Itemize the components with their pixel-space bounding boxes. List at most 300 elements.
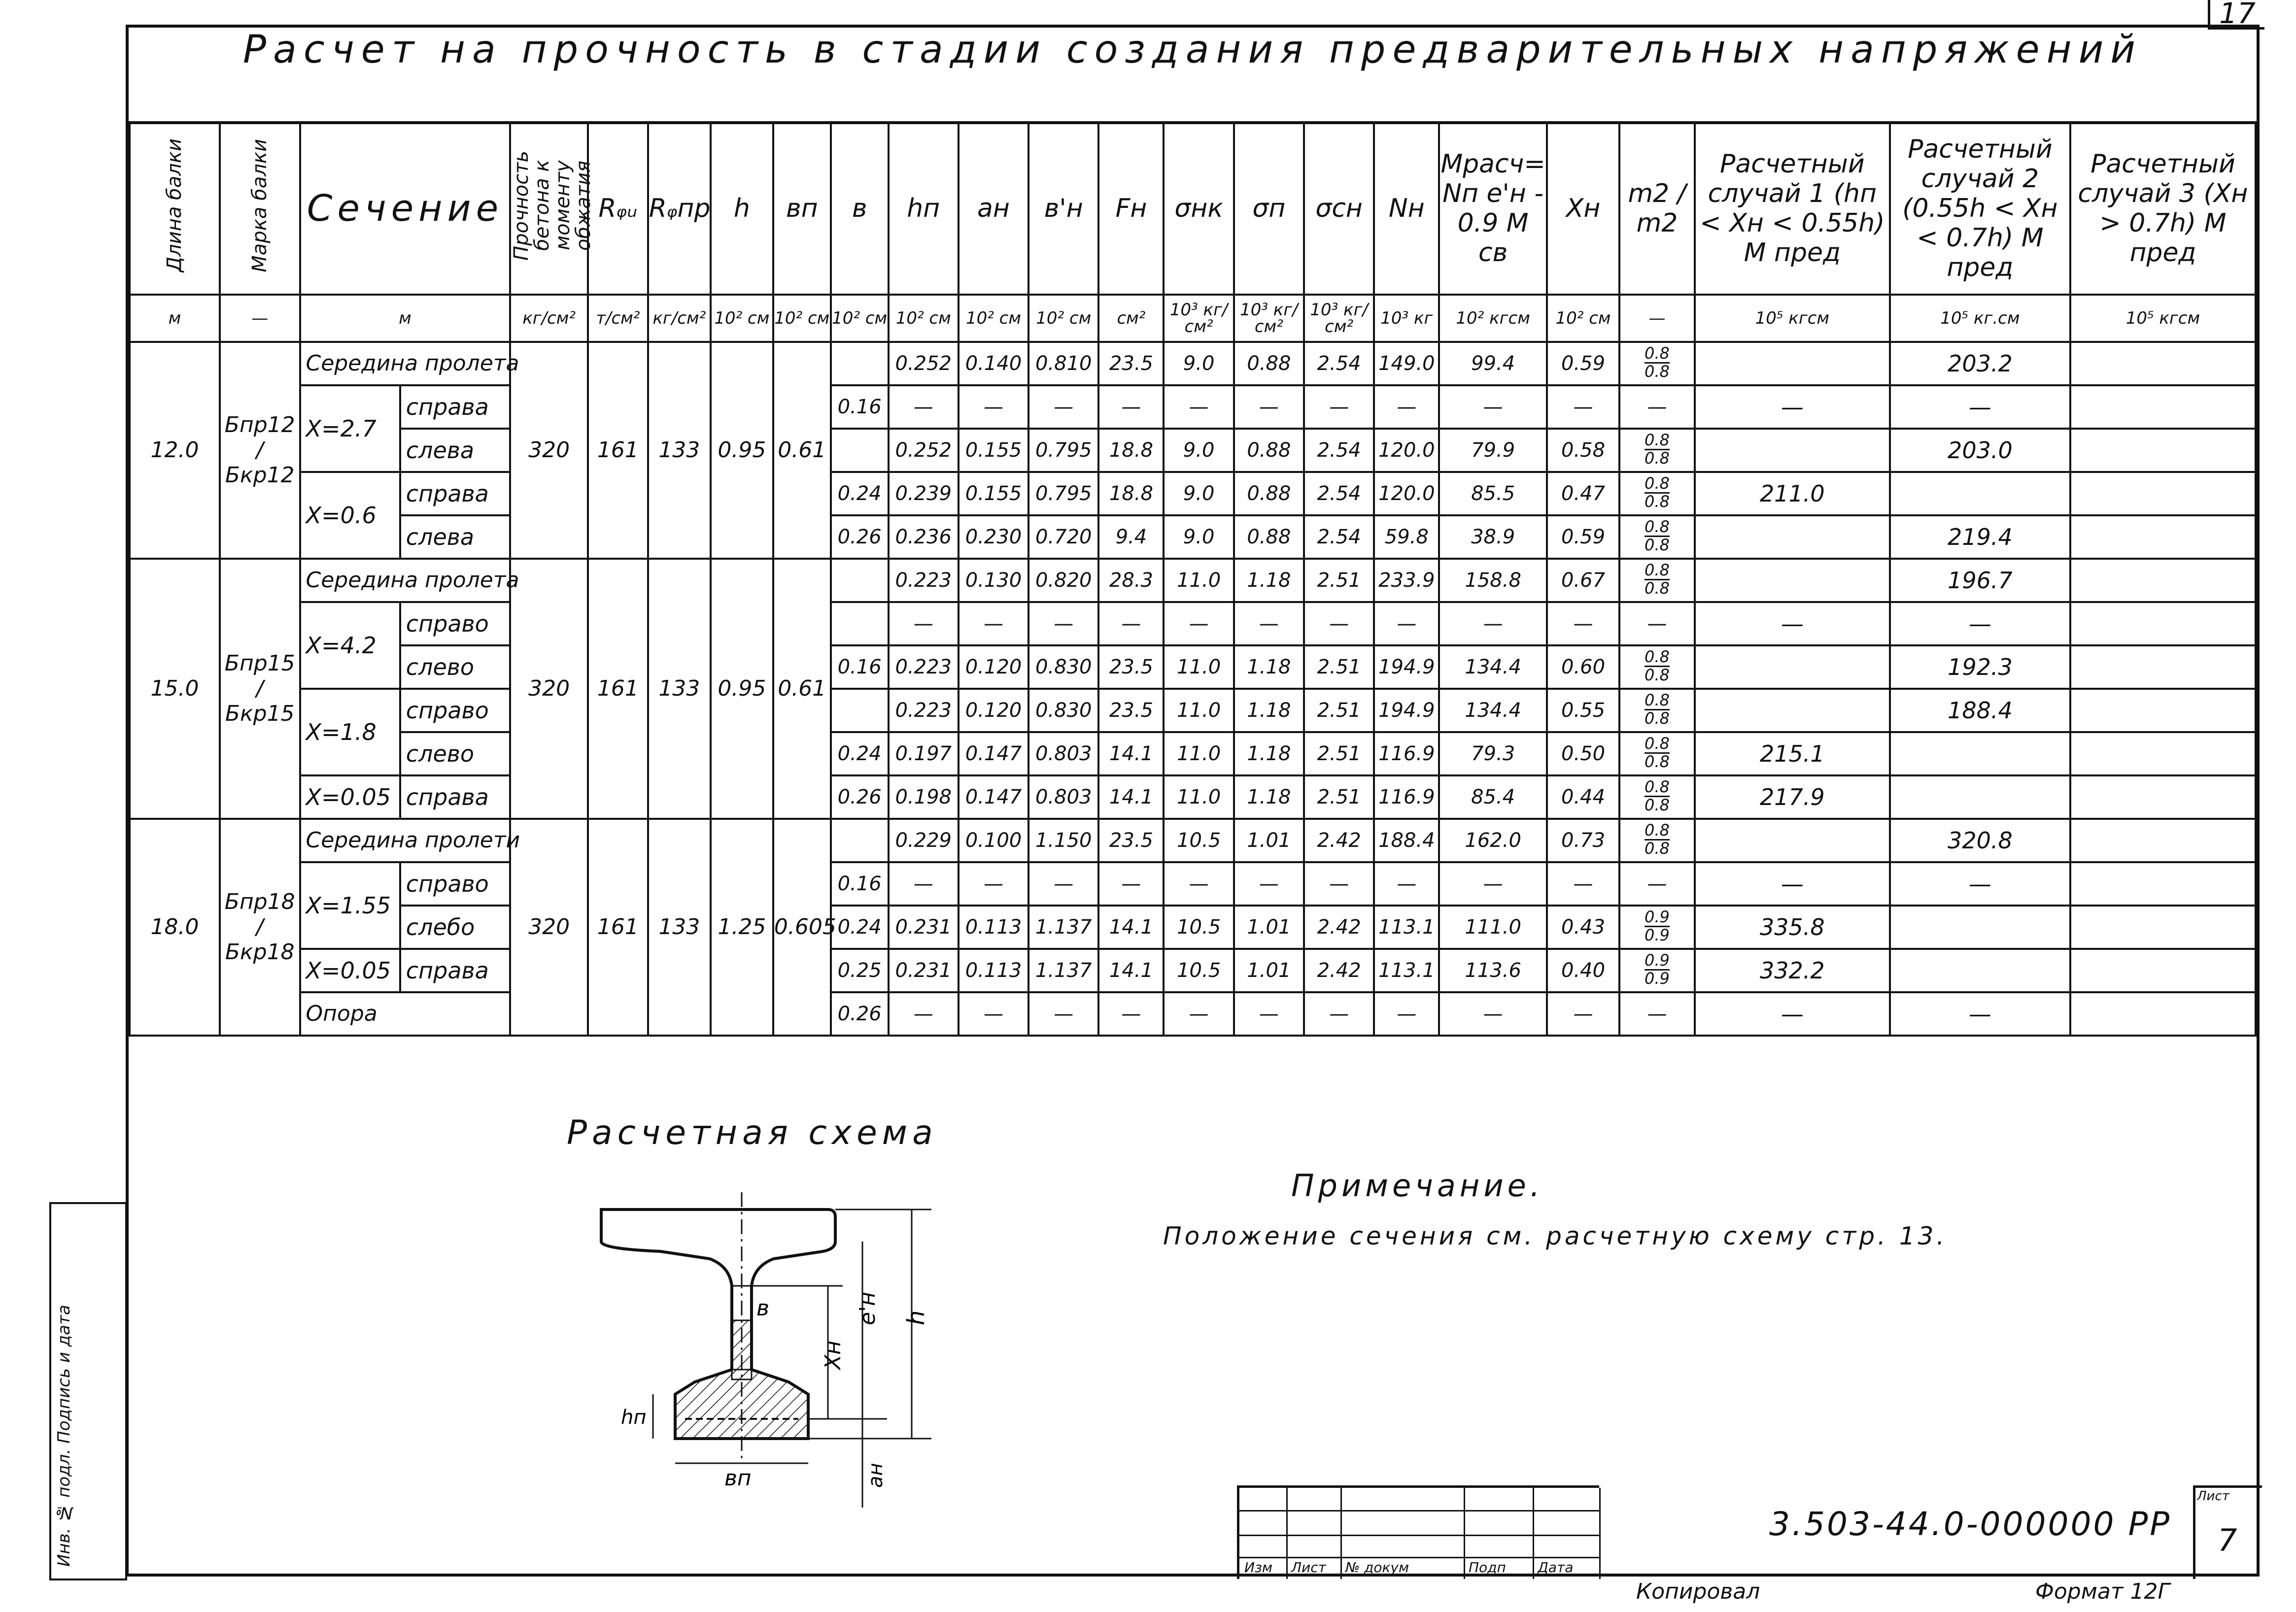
case-c3 (2070, 429, 2256, 472)
unit-cell: 10² см (1028, 295, 1098, 342)
unit-cell: — (220, 295, 300, 342)
value-cell: 10.5 (1164, 949, 1234, 992)
fraction (1645, 952, 1670, 986)
case-c3 (2070, 862, 2256, 906)
value-cell: 0.67 (1547, 559, 1619, 602)
table-row (130, 862, 2256, 906)
value-cell: — (1098, 992, 1164, 1036)
group-bn: 0.61 (773, 342, 831, 559)
header-cell: h (711, 123, 773, 295)
section-side: справа (400, 775, 511, 819)
sheet-format: Формат 12Г (2035, 1579, 2170, 1604)
label-b: в (756, 1296, 769, 1321)
value-cell: 11.0 (1164, 732, 1234, 775)
value-cell: 134.4 (1439, 645, 1546, 689)
value-cell: 10.5 (1164, 906, 1234, 949)
value-cell: 9.4 (1098, 515, 1164, 559)
section-side: справо (400, 689, 511, 732)
case-c1 (1695, 342, 1890, 385)
m2-ratio (1619, 732, 1694, 775)
section-side: справа (400, 385, 511, 429)
value-cell: — (1439, 862, 1546, 906)
unit-cell: 10² см (831, 295, 889, 342)
case-c3 (2070, 992, 2256, 1036)
value-cell: 158.8 (1439, 559, 1546, 602)
b-value: 0.16 (831, 862, 889, 906)
m2-ratio: — (1619, 385, 1694, 429)
value-cell: 0.197 (889, 732, 959, 775)
group-length: 15.0 (130, 559, 220, 819)
value-cell: 23.5 (1098, 689, 1164, 732)
sheet-number: 7 (2218, 1522, 2237, 1558)
value-cell: 0.231 (889, 949, 959, 992)
header-cell: σсн (1304, 123, 1374, 295)
case-c1 (1695, 819, 1890, 862)
fraction-bottom: 0.8 (1644, 839, 1670, 858)
fraction-top: 0.8 (1644, 560, 1670, 579)
note-text: Положение сечения см. расчетную схему стр. 13. (1163, 1222, 1948, 1250)
value-cell: 2.42 (1304, 906, 1374, 949)
header-cell: σнк (1164, 123, 1234, 295)
value-cell: — (1098, 385, 1164, 429)
b-value: 0.25 (831, 949, 889, 992)
group-strength: 320 (510, 819, 588, 1036)
value-cell: 2.51 (1304, 559, 1374, 602)
value-cell: 14.1 (1098, 775, 1164, 819)
fraction-top: 0.8 (1644, 734, 1670, 753)
value-cell: 2.54 (1304, 429, 1374, 472)
section-scheme-diagram (567, 1163, 981, 1517)
case-c2: 192.3 (1890, 645, 2070, 689)
value-cell: — (1547, 602, 1619, 645)
units-row (130, 295, 2256, 342)
unit-cell: 10² см (959, 295, 1028, 342)
section-side: слебо (400, 906, 511, 949)
case-c2: — (1890, 602, 2070, 645)
value-cell: 1.01 (1234, 906, 1304, 949)
stamp-label-izm: Изм (1244, 1559, 1272, 1576)
unit-cell: 10⁵ кгсм (2070, 295, 2256, 342)
value-cell: 0.55 (1547, 689, 1619, 732)
header-cell: Xн (1547, 123, 1619, 295)
table-row (130, 559, 2256, 602)
header-cell: Rᵩпр (648, 123, 711, 295)
label-h: h (902, 1310, 930, 1325)
m2-ratio: — (1619, 992, 1694, 1036)
m2-ratio: — (1619, 602, 1694, 645)
header-cell: вп (773, 123, 831, 295)
value-cell: — (1439, 385, 1546, 429)
group-strength: 320 (510, 559, 588, 819)
note-title: Примечание. (1291, 1168, 1544, 1204)
unit-cell: 10⁵ кгсм (1695, 295, 1890, 342)
value-cell: — (1374, 992, 1439, 1036)
value-cell: 120.0 (1374, 429, 1439, 472)
value-cell: — (1374, 385, 1439, 429)
section-x: X=0.05 (300, 775, 400, 819)
stamp-label-date: Дата (1538, 1559, 1574, 1576)
m2-ratio (1619, 689, 1694, 732)
value-cell: — (1234, 385, 1304, 429)
group-rpr: 133 (648, 819, 711, 1036)
b-value: 0.26 (831, 515, 889, 559)
section-x: X=4.2 (300, 602, 400, 689)
case-c2 (1890, 906, 2070, 949)
case-c2: 219.4 (1890, 515, 2070, 559)
case-c2: 203.2 (1890, 342, 2070, 385)
value-cell: 9.0 (1164, 342, 1234, 385)
label-an: aн (864, 1463, 887, 1488)
value-cell: 9.0 (1164, 429, 1234, 472)
value-cell: — (889, 862, 959, 906)
value-cell: 0.60 (1547, 645, 1619, 689)
unit-cell: 10² см (773, 295, 831, 342)
fraction (1645, 649, 1670, 683)
value-cell: 0.50 (1547, 732, 1619, 775)
value-cell: 0.59 (1547, 515, 1619, 559)
document-code: 3.503-44.0-000000 PP (1769, 1505, 2172, 1543)
section-side: слева (400, 429, 511, 472)
table-row (130, 732, 2256, 775)
value-cell: 79.3 (1439, 732, 1546, 775)
case-c3 (2070, 472, 2256, 515)
value-cell: 0.229 (889, 819, 959, 862)
value-cell: — (1304, 992, 1374, 1036)
value-cell: 23.5 (1098, 342, 1164, 385)
value-cell: 0.795 (1028, 472, 1098, 515)
label-en: e'н (855, 1292, 880, 1325)
section-name: Опора (300, 992, 511, 1036)
unit-cell: 10⁵ кг.см (1890, 295, 2070, 342)
value-cell: 0.140 (959, 342, 1028, 385)
m2-ratio: — (1619, 862, 1694, 906)
value-cell: 28.3 (1098, 559, 1164, 602)
value-cell: 0.155 (959, 472, 1028, 515)
section-side: слева (400, 515, 511, 559)
fraction-bottom: 0.8 (1644, 795, 1670, 814)
value-cell: — (889, 385, 959, 429)
value-cell: 0.147 (959, 775, 1028, 819)
value-cell: — (1164, 602, 1234, 645)
value-cell: 1.137 (1028, 906, 1098, 949)
value-cell: 18.8 (1098, 472, 1164, 515)
case-c1: 332.2 (1695, 949, 1890, 992)
value-cell: 113.6 (1439, 949, 1546, 992)
value-cell: — (1547, 385, 1619, 429)
value-cell: — (889, 602, 959, 645)
value-cell: — (889, 992, 959, 1036)
value-cell: 11.0 (1164, 689, 1234, 732)
value-cell: — (1028, 385, 1098, 429)
section-side: слево (400, 645, 511, 689)
value-cell: 9.0 (1164, 515, 1234, 559)
m2-ratio (1619, 342, 1694, 385)
value-cell: 11.0 (1164, 559, 1234, 602)
value-cell: 116.9 (1374, 732, 1439, 775)
value-cell: 0.236 (889, 515, 959, 559)
value-cell: — (1439, 602, 1546, 645)
label-bn: вп (724, 1466, 752, 1491)
fraction-top: 0.8 (1644, 473, 1670, 493)
fraction-bottom: 0.8 (1644, 708, 1670, 728)
value-cell: 111.0 (1439, 906, 1546, 949)
header-cell: Расчетный случай 3 (Xн > 0.7h) M пред (2070, 123, 2256, 295)
fraction (1645, 692, 1670, 726)
unit-cell: 10³ кг/см² (1234, 295, 1304, 342)
unit-cell: м (130, 295, 220, 342)
section-x: X=1.8 (300, 689, 400, 775)
case-c1 (1695, 559, 1890, 602)
table-row (130, 992, 2256, 1036)
value-cell: 2.51 (1304, 645, 1374, 689)
case-c1: — (1695, 602, 1890, 645)
b-value: 0.24 (831, 732, 889, 775)
m2-ratio (1619, 645, 1694, 689)
value-cell: 85.5 (1439, 472, 1546, 515)
value-cell: — (1028, 992, 1098, 1036)
value-cell: 0.113 (959, 949, 1028, 992)
table-row (130, 602, 2256, 645)
table-row (130, 645, 2256, 689)
value-cell: 2.42 (1304, 949, 1374, 992)
value-cell: 9.0 (1164, 472, 1234, 515)
value-cell: 0.88 (1234, 429, 1304, 472)
header-cell (220, 123, 300, 295)
header-label: Длина балки (163, 138, 186, 272)
label-xn: Xн (821, 1341, 846, 1370)
value-cell: — (1164, 862, 1234, 906)
m2-ratio (1619, 819, 1694, 862)
value-cell: — (959, 385, 1028, 429)
value-cell: — (1028, 602, 1098, 645)
value-cell: 0.130 (959, 559, 1028, 602)
table-row (130, 342, 2256, 385)
group-bn: 0.605 (773, 819, 831, 1036)
header-cell: в (831, 123, 889, 295)
m2-ratio (1619, 906, 1694, 949)
value-cell: 194.9 (1374, 645, 1439, 689)
header-label: Марка балки (248, 138, 272, 272)
value-cell: 0.155 (959, 429, 1028, 472)
group-bn: 0.61 (773, 559, 831, 819)
value-cell: — (1234, 862, 1304, 906)
value-cell: 0.810 (1028, 342, 1098, 385)
header-cell: m2 / m2 (1619, 123, 1694, 295)
value-cell: 0.803 (1028, 775, 1098, 819)
value-cell: 0.58 (1547, 429, 1619, 472)
value-cell: 59.8 (1374, 515, 1439, 559)
group-length: 12.0 (130, 342, 220, 559)
m2-ratio (1619, 429, 1694, 472)
value-cell: 116.9 (1374, 775, 1439, 819)
fraction-top: 0.8 (1644, 647, 1670, 666)
header-cell: Расчетный случай 1 (hп < Xн < 0.55h) M пред (1695, 123, 1890, 295)
b-value (831, 689, 889, 732)
m2-ratio (1619, 472, 1694, 515)
value-cell: 0.223 (889, 689, 959, 732)
fraction-bottom: 0.9 (1644, 969, 1670, 988)
unit-cell: — (1619, 295, 1694, 342)
case-c1 (1695, 645, 1890, 689)
value-cell: — (1028, 862, 1098, 906)
value-cell: 14.1 (1098, 732, 1164, 775)
group-h: 0.95 (711, 342, 773, 559)
header-cell: hп (889, 123, 959, 295)
value-cell: 14.1 (1098, 906, 1164, 949)
value-cell: 1.01 (1234, 819, 1304, 862)
section-x: X=1.55 (300, 862, 400, 949)
case-c2 (1890, 732, 2070, 775)
value-cell: — (1234, 602, 1304, 645)
value-cell: 0.88 (1234, 515, 1304, 559)
header-cell: Mрасч= Nп e'н - 0.9 M св (1439, 123, 1546, 295)
case-c1: — (1695, 992, 1890, 1036)
group-ru: 161 (588, 342, 648, 559)
value-cell: 162.0 (1439, 819, 1546, 862)
header-cell: в'н (1028, 123, 1098, 295)
table-row (130, 429, 2256, 472)
fraction (1645, 345, 1670, 379)
value-cell: 1.18 (1234, 775, 1304, 819)
m2-ratio (1619, 515, 1694, 559)
fraction-top: 0.8 (1644, 777, 1670, 796)
fraction-top: 0.8 (1644, 820, 1670, 840)
value-cell: 233.9 (1374, 559, 1439, 602)
case-c3 (2070, 602, 2256, 645)
value-cell: 113.1 (1374, 949, 1439, 992)
value-cell: — (1164, 992, 1234, 1036)
case-c1: — (1695, 862, 1890, 906)
value-cell: 0.113 (959, 906, 1028, 949)
value-cell: 1.137 (1028, 949, 1098, 992)
case-c3 (2070, 689, 2256, 732)
sheet-label: Лист (2197, 1489, 2229, 1504)
value-cell: 1.18 (1234, 689, 1304, 732)
case-c2: — (1890, 862, 2070, 906)
value-cell: 2.54 (1304, 472, 1374, 515)
case-c1 (1695, 689, 1890, 732)
fraction-bottom: 0.8 (1644, 578, 1670, 598)
fraction-bottom: 0.8 (1644, 752, 1670, 771)
value-cell: 0.820 (1028, 559, 1098, 602)
section-x: X=0.6 (300, 472, 400, 559)
value-cell: 2.51 (1304, 732, 1374, 775)
value-cell: 11.0 (1164, 645, 1234, 689)
fraction-top: 0.8 (1644, 343, 1670, 363)
group-rpr: 133 (648, 559, 711, 819)
value-cell: 0.120 (959, 645, 1028, 689)
unit-cell: 10² см (889, 295, 959, 342)
table-row (130, 949, 2256, 992)
case-c1 (1695, 515, 1890, 559)
header-label: Прочность бетона к моменту обжатия (510, 150, 595, 261)
value-cell: 2.54 (1304, 342, 1374, 385)
value-cell: 0.147 (959, 732, 1028, 775)
value-cell: 1.150 (1028, 819, 1098, 862)
calculation-table (129, 122, 2257, 1037)
b-value: 0.24 (831, 906, 889, 949)
header-row (130, 123, 2256, 295)
case-c3 (2070, 949, 2256, 992)
case-c1: 211.0 (1695, 472, 1890, 515)
case-c2: — (1890, 992, 2070, 1036)
value-cell: — (1098, 602, 1164, 645)
case-c1 (1695, 429, 1890, 472)
fraction (1645, 779, 1670, 813)
header-cell: Rᵩᵤ (588, 123, 648, 295)
label-hn: hп (621, 1406, 647, 1429)
group-ru: 161 (588, 819, 648, 1036)
unit-cell: 10² кгсм (1439, 295, 1546, 342)
header-cell (130, 123, 220, 295)
unit-cell: кг/см² (648, 295, 711, 342)
value-cell: — (1374, 602, 1439, 645)
unit-cell: т/см² (588, 295, 648, 342)
value-cell: — (1547, 992, 1619, 1036)
value-cell: 0.198 (889, 775, 959, 819)
case-c2 (1890, 472, 2070, 515)
fraction (1645, 475, 1670, 509)
value-cell: 194.9 (1374, 689, 1439, 732)
header-cell: σп (1234, 123, 1304, 295)
value-cell: 120.0 (1374, 472, 1439, 515)
fraction-top: 0.8 (1644, 690, 1670, 709)
table-row (130, 515, 2256, 559)
value-cell: 0.43 (1547, 906, 1619, 949)
fraction-bottom: 0.8 (1644, 448, 1670, 468)
unit-cell: см² (1098, 295, 1164, 342)
value-cell: 1.18 (1234, 559, 1304, 602)
value-cell: 1.01 (1234, 949, 1304, 992)
case-c3 (2070, 559, 2256, 602)
value-cell: — (1374, 862, 1439, 906)
b-value: 0.26 (831, 992, 889, 1036)
value-cell: 10.5 (1164, 819, 1234, 862)
revision-grid (1237, 1485, 1599, 1579)
value-cell: 0.803 (1028, 732, 1098, 775)
case-c3 (2070, 906, 2256, 949)
value-cell: 0.73 (1547, 819, 1619, 862)
fraction (1645, 562, 1670, 596)
value-cell: 0.223 (889, 645, 959, 689)
value-cell: — (959, 862, 1028, 906)
case-c3 (2070, 342, 2256, 385)
case-c3 (2070, 385, 2256, 429)
case-c1: 215.1 (1695, 732, 1890, 775)
case-c1: 217.9 (1695, 775, 1890, 819)
section-name: Середина пролета (300, 342, 511, 385)
value-cell: 0.830 (1028, 645, 1098, 689)
header-cell: Fн (1098, 123, 1164, 295)
fraction (1645, 822, 1670, 856)
value-cell: 23.5 (1098, 819, 1164, 862)
value-cell: 2.54 (1304, 515, 1374, 559)
section-side: справа (400, 472, 511, 515)
value-cell: 99.4 (1439, 342, 1546, 385)
fraction-top: 0.9 (1644, 950, 1670, 970)
m2-ratio (1619, 775, 1694, 819)
group-rpr: 133 (648, 342, 711, 559)
b-value: 0.26 (831, 775, 889, 819)
b-value (831, 342, 889, 385)
value-cell: 14.1 (1098, 949, 1164, 992)
fraction (1645, 909, 1670, 943)
value-cell: 134.4 (1439, 689, 1546, 732)
value-cell: 0.88 (1234, 342, 1304, 385)
value-cell: — (1164, 385, 1234, 429)
value-cell: 0.830 (1028, 689, 1098, 732)
table-row (130, 689, 2256, 732)
